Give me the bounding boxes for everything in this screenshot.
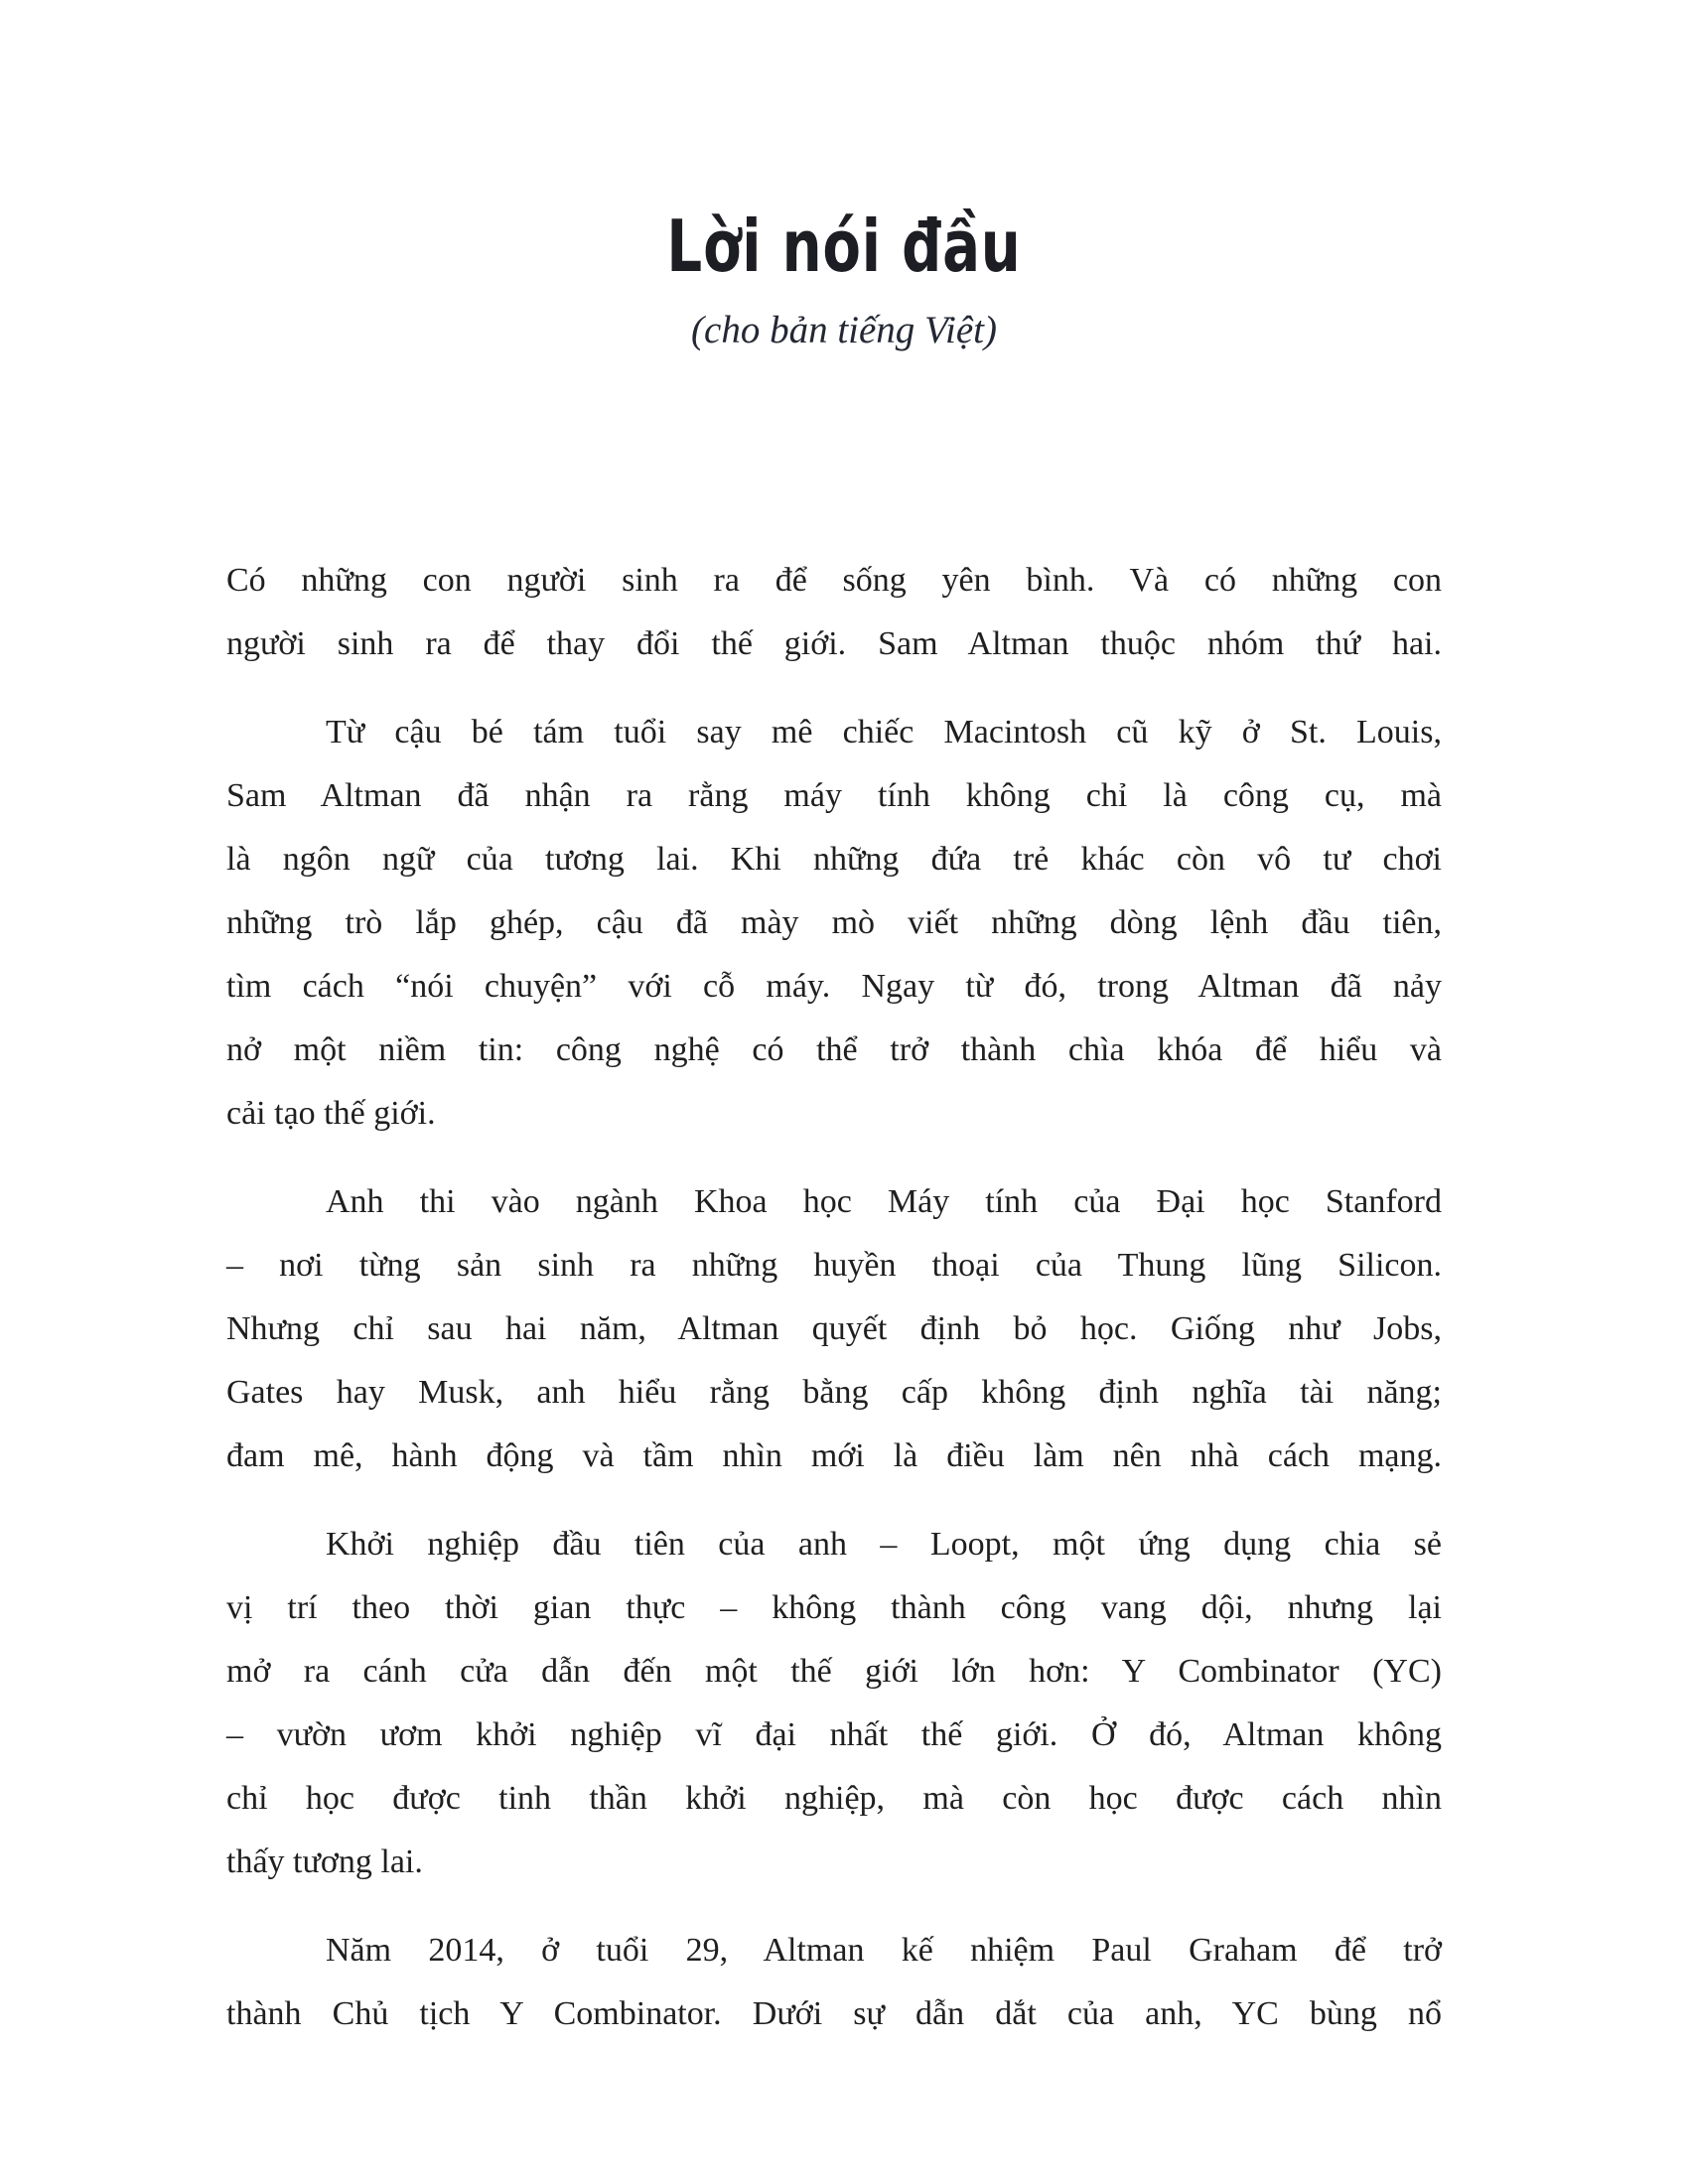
text-line: vị trí theo thời gian thực – không thành công vang dội, nhưng lại: [226, 1589, 1442, 1626]
text-line: Từ cậu bé tám tuổi say mê chiếc Macintosh cũ kỹ ở St. Louis,: [326, 714, 1442, 751]
text-line: Sam Altman đã nhận ra rằng máy tính không chỉ là công cụ, mà: [226, 777, 1442, 814]
page-subtitle: (cho bản tiếng Việt): [691, 309, 997, 351]
text-line: – nơi từng sản sinh ra những huyền thoại của Thung lũng Silicon.: [226, 1247, 1442, 1284]
text-line: chỉ học được tinh thần khởi nghiệp, mà còn học được cách nhìn: [226, 1780, 1442, 1817]
page-title-text: Lời nói đầu: [666, 205, 1022, 288]
text-line: nở một niềm tin: công nghệ có thể trở thành chìa khóa để hiểu và: [226, 1031, 1442, 1068]
paragraph-1: [226, 549, 1442, 676]
text-line: Anh thi vào ngành Khoa học Máy tính của Đại học Stanford: [326, 1183, 1442, 1220]
text-line: Khởi nghiệp đầu tiên của anh – Loopt, một ứng dụng chia sẻ: [326, 1526, 1442, 1563]
paragraph-5: [226, 1919, 1442, 2046]
text-line: người sinh ra để thay đổi thế giới. Sam Altman thuộc nhóm thứ hai.: [226, 625, 1442, 662]
paragraph-2: [226, 701, 1442, 1146]
text-line: cải tạo thế giới.: [226, 1095, 436, 1132]
text-line: những trò lắp ghép, cậu đã mày mò viết những dòng lệnh đầu tiên,: [226, 904, 1442, 941]
text-line: tìm cách “nói chuyện” với cỗ máy. Ngay từ đó, trong Altman đã nảy: [226, 968, 1442, 1005]
page-title: [0, 0, 1688, 288]
paragraph-3: [226, 1170, 1442, 1488]
text-line: Năm 2014, ở tuổi 29, Altman kế nhiệm Paul Graham để trở: [326, 1932, 1442, 1969]
text-line: đam mê, hành động và tầm nhìn mới là điều làm nên nhà cách mạng.: [226, 1437, 1442, 1474]
text-line: là ngôn ngữ của tương lai. Khi những đứa trẻ khác còn vô tư chơi: [226, 841, 1442, 878]
text-line: mở ra cánh cửa dẫn đến một thế giới lớn hơn: Y Combinator (YC): [226, 1653, 1442, 1690]
body-text: [0, 549, 1688, 2046]
text-line: Có những con người sinh ra để sống yên bình. Và có những con: [226, 562, 1442, 599]
text-line: – vườn ươm khởi nghiệp vĩ đại nhất thế giới. Ở đó, Altman không: [226, 1716, 1442, 1753]
text-line: Nhưng chỉ sau hai năm, Altman quyết định bỏ học. Giống như Jobs,: [226, 1310, 1442, 1347]
text-line: thấy tương lai.: [226, 1843, 423, 1880]
text-line: thành Chủ tịch Y Combinator. Dưới sự dẫn dắt của anh, YC bùng nổ: [226, 1995, 1442, 2032]
text-line: Gates hay Musk, anh hiểu rằng bằng cấp không định nghĩa tài năng;: [226, 1374, 1442, 1411]
paragraph-4: [226, 1513, 1442, 1894]
